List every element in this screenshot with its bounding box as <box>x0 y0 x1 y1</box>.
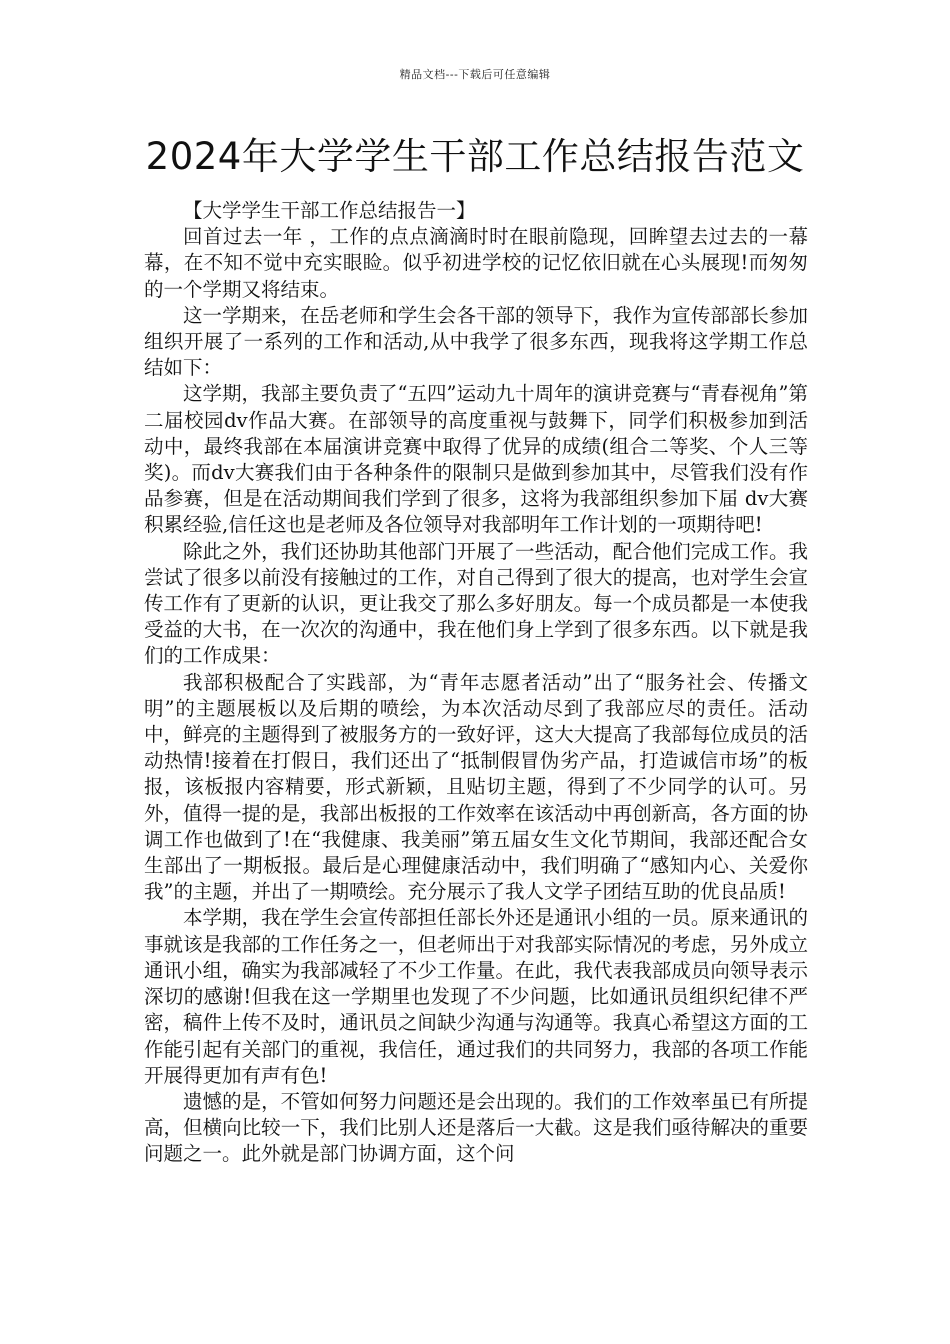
paragraph-4: 除此之外，我们还协助其他部门开展了一些活动，配合他们完成工作。我尝试了很多以前没有接触过的工作，对自己得到了很大的提高，也对学生会宣传工作有了更新的认识，更让我交了那么多好朋友。每一个成员都是一本使我受益的大书，在一次次的沟通中，我在他们身上学到了很多东西。以下就是我们的工作成果： <box>144 539 808 668</box>
paragraph-7: 遗憾的是，不管如何努力问题还是会出现的。我们的工作效率虽已有所提高，但横向比较一下，我们比别人还是落后一大截。这是我们亟待解决的重要问题之一。此外就是部门协调方面，这个问 <box>144 1089 808 1166</box>
paragraph-5: 我部积极配合了实践部，为“青年志愿者活动”出了“服务社会、传播文明”的主题展板以及后期的喷绘，为本次活动尽到了我部应尽的责任。活动中，鲜亮的主题得到了被服务方的一致好评，这大大提高了我部每位成员的活动热情!接着在打假日，我们还出了“抵制假冒伪劣产品，打造诚信市场”的板报，该板报内容精要，形式新颖，且贴切主题，得到了不少同学的认可。另外，值得一提的是，我部出板报的工作效率在该活动中再创新高，各方面的协调工作也做到了!在“我健康、我美丽”第五届女生文化节期间，我部还配合女生部出了一期板报。最后是心理健康活动中，我们明确了“感知内心、关爱你我”的主题，并出了一期喷绘。充分展示了我人文学子团结互助的优良品质! <box>144 670 808 904</box>
section-heading: 【大学学生干部工作总结报告一】 <box>183 199 476 222</box>
paragraph-3: 这学期，我部主要负责了“五四”运动九十周年的演讲竞赛与“青春视角”第二届校园dv作品大赛。在部领导的高度重视与鼓舞下，同学们积极参加到活动中，最终我部在本届演讲竞赛中取得了优异的成绩(组合二等奖、个人三等奖)。而dv大赛我们由于各种条件的限制只是做到参加其中，尽管我们没有作品参赛，但是在活动期间我们学到了很多，这将为我部组织参加下届 dv大赛积累经验,信任这也是老师及各位领导对我部明年工作计划的一项期待吧! <box>144 382 808 537</box>
paragraph-6: 本学期，我在学生会宣传部担任部长外还是通讯小组的一员。原来通讯的事就该是我部的工作任务之一，但老师出于对我部实际情况的考虑，另外成立通讯小组，确实为我部减轻了不少工作量。在此，我代表我部成员向领导表示深切的感谢!但我在这一学期里也发现了不少问题，比如通讯员组织纪律不严密，稿件上传不及时，通讯员之间缺少沟通与沟通等。我真心希望这方面的工作能引起有关部门的重视，我信任，通过我们的共同努力，我部的各项工作能开展得更加有声有色! <box>144 906 808 1087</box>
document-body <box>144 198 808 1168</box>
paragraph-2: 这一学期来，在岳老师和学生会各干部的领导下，我作为宣传部部长参加组织开展了一系列的工作和活动,从中我学了很多东西，现我将这学期工作总结如下： <box>144 303 808 380</box>
page-header-note: 精品文档---下载后可任意编辑 <box>399 68 551 81</box>
document-title: 2024年大学学生干部工作总结报告范文 <box>145 135 805 178</box>
paragraph-1: 回首过去一年 ，工作的点点滴滴时时在眼前隐现，回眸望去过去的一幕幕，在不知不觉中充实眼睑。似乎初进学校的记忆依旧就在心头展现!而匆匆的一个学期又将结束。 <box>144 225 808 301</box>
